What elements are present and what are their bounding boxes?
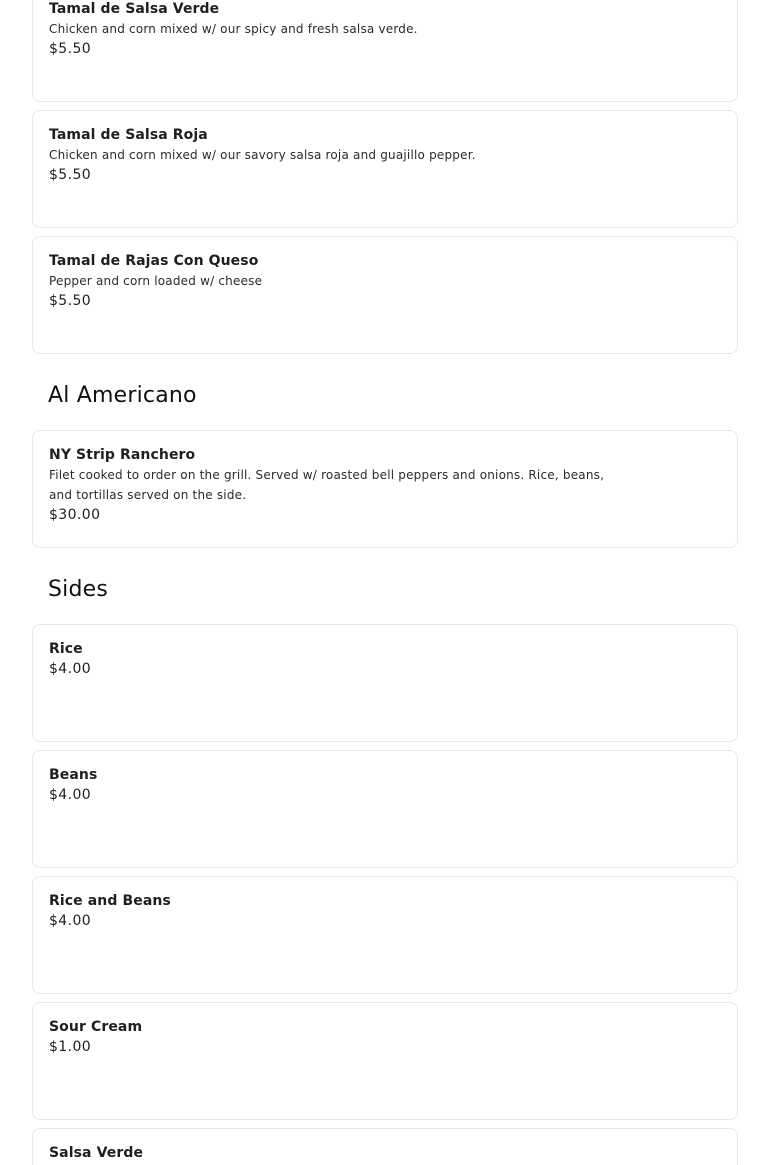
section-title-sides: Sides (48, 577, 109, 602)
menu-item-name: Salsa Verde (49, 1145, 144, 1161)
menu-item-card[interactable] (32, 750, 738, 868)
menu-item-price: $5.50 (49, 41, 92, 57)
menu-item-card[interactable] (32, 876, 738, 994)
menu-item-description: Chicken and corn mixed w/ our savory salsa roja and guajillo pepper. (49, 148, 476, 162)
menu-item-name: Rice and Beans (49, 893, 171, 909)
menu-item-name: Sour Cream (49, 1019, 143, 1035)
menu-item-card[interactable] (32, 236, 738, 354)
menu-item-name: Beans (49, 767, 98, 783)
menu-item-description: Pepper and corn loaded w/ cheese (49, 274, 263, 288)
menu-item-price: $1.00 (49, 1039, 92, 1055)
menu-item-price: $4.00 (49, 787, 92, 803)
menu-item-price: $4.00 (49, 661, 92, 677)
menu-item-card[interactable] (32, 1002, 738, 1120)
menu-item-card[interactable] (32, 430, 738, 548)
menu-item-card[interactable] (32, 1128, 738, 1165)
menu-item-price: $5.50 (49, 167, 92, 183)
section-title-al-americano: Al Americano (48, 383, 197, 408)
menu-item-name: Tamal de Rajas Con Queso (49, 253, 259, 269)
menu-item-price: $4.00 (49, 913, 92, 929)
menu-item-card[interactable] (32, 0, 738, 102)
menu-item-card[interactable] (32, 110, 738, 228)
menu-item-price: $5.50 (49, 293, 92, 309)
menu-item-name: NY Strip Ranchero (49, 447, 196, 463)
menu-item-name: Tamal de Salsa Verde (49, 1, 220, 17)
menu-item-price: $30.00 (49, 507, 101, 523)
menu-item-name: Tamal de Salsa Roja (49, 127, 208, 143)
menu-item-name: Rice (49, 641, 83, 657)
menu-item-description: Filet cooked to order on the grill. Served w/ roasted bell peppers and onions. Rice, beans, and tortillas served on the side. (49, 468, 605, 502)
menu-item-card[interactable] (32, 624, 738, 742)
menu-item-description: Chicken and corn mixed w/ our spicy and fresh salsa verde. (49, 22, 418, 36)
